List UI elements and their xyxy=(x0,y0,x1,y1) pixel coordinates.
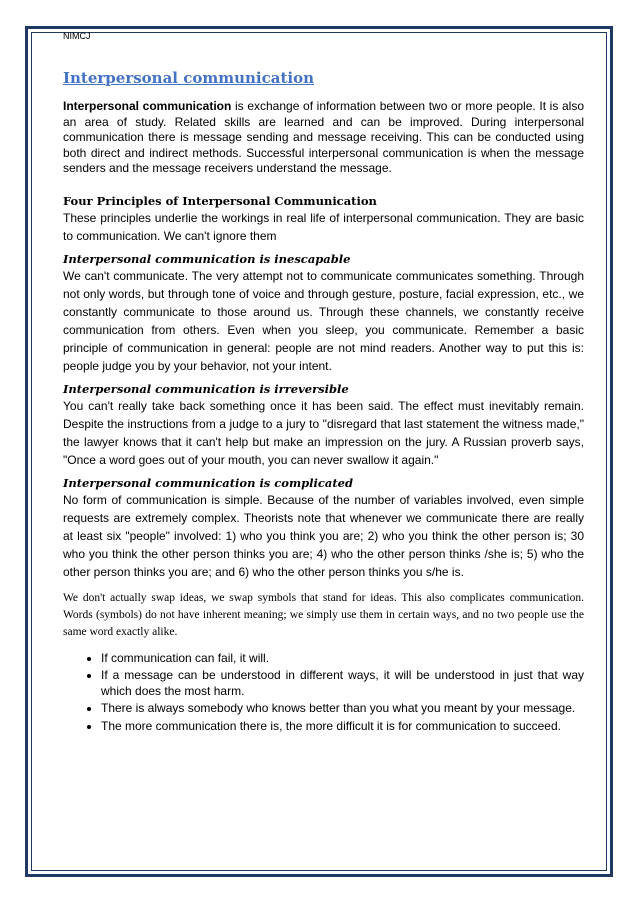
list-item: • There is always somebody who knows better than you what you meant by your message. xyxy=(101,701,584,717)
page-header: NIMCJ xyxy=(63,31,91,41)
section-text-irreversible: You can't really take back something once it has been said. The effect must inevitably remain. Despite the instructions from a judge to a jury to "disregard that last statement the witness made," the lawyer knows that it can't help but make an impression on the jury. A Russian proverb says, "Once a word goes out of your mouth, you can never swallow it again." xyxy=(63,398,584,467)
principles-intro: These principles underlie the workings in real life of interpersonal communication. They are basic to communication. We can't ignore them xyxy=(63,210,584,243)
section-text-inescapable: We can't communicate. The very attempt not to communicate communicates something. Through not only words, but through tone of voice and through gesture, posture, facial expression, etc., we constantly communicate to those around us. Through these channels, we constantly receive communication from others. Even when you sleep, you communicate. Remember a basic principle of communication in general: people are not mind readers. Another way to put this is: people judge you by your behavior, not your intent. xyxy=(63,268,584,373)
section-heading-inescapable: Interpersonal communication is inescapable xyxy=(63,251,351,266)
intro-term: Interpersonal communication xyxy=(63,99,232,113)
principles-heading: Four Principles of Interpersonal Communication xyxy=(63,193,377,208)
section-heading-irreversible: Interpersonal communication is irreversible xyxy=(63,381,349,396)
list-item: • If communication can fail, it will. xyxy=(101,651,584,667)
intro-paragraph xyxy=(63,99,584,177)
list-item: • If a message can be understood in different ways, it will be understood in just that way which does the most harm. xyxy=(101,668,584,699)
list-item: • The more communication there is, the more difficult it is for communication to succeed. xyxy=(101,719,584,735)
page-title: Interpersonal communication xyxy=(63,69,315,87)
document-body xyxy=(63,30,584,736)
section-heading-complicated: Interpersonal communication is complicated xyxy=(63,475,354,490)
section-text-complicated: No form of communication is simple. Because of the number of variables involved, even simple requests are extremely complex. Theorists note that whenever we communicate there are really at least six "people" involved: 1) who you think you are; 2) who you think the other person is; 30 who you think the other person thinks you are; 4) who the other person thinks /she is; 5) who the other person thinks you are; and 6) who the other person thinks you s/he is. xyxy=(63,492,584,579)
intro-text: is exchange of information between two or more people. It is also an area of study. Related skills are learned and can be improved. During interpersonal communication there is message sending and message receiving. This can be conducted using both direct and indirect methods. Successful interpersonal communication is when the message senders and the message receivers understand the message. xyxy=(63,99,585,175)
bullet-list xyxy=(63,651,584,735)
symbols-paragraph: We don't actually swap ideas, we swap symbols that stand for ideas. This also complicates communication. Words (symbols) do not have inherent meaning; we simply use them in certain ways, and no two people use the same word exactly alike. xyxy=(63,591,584,638)
